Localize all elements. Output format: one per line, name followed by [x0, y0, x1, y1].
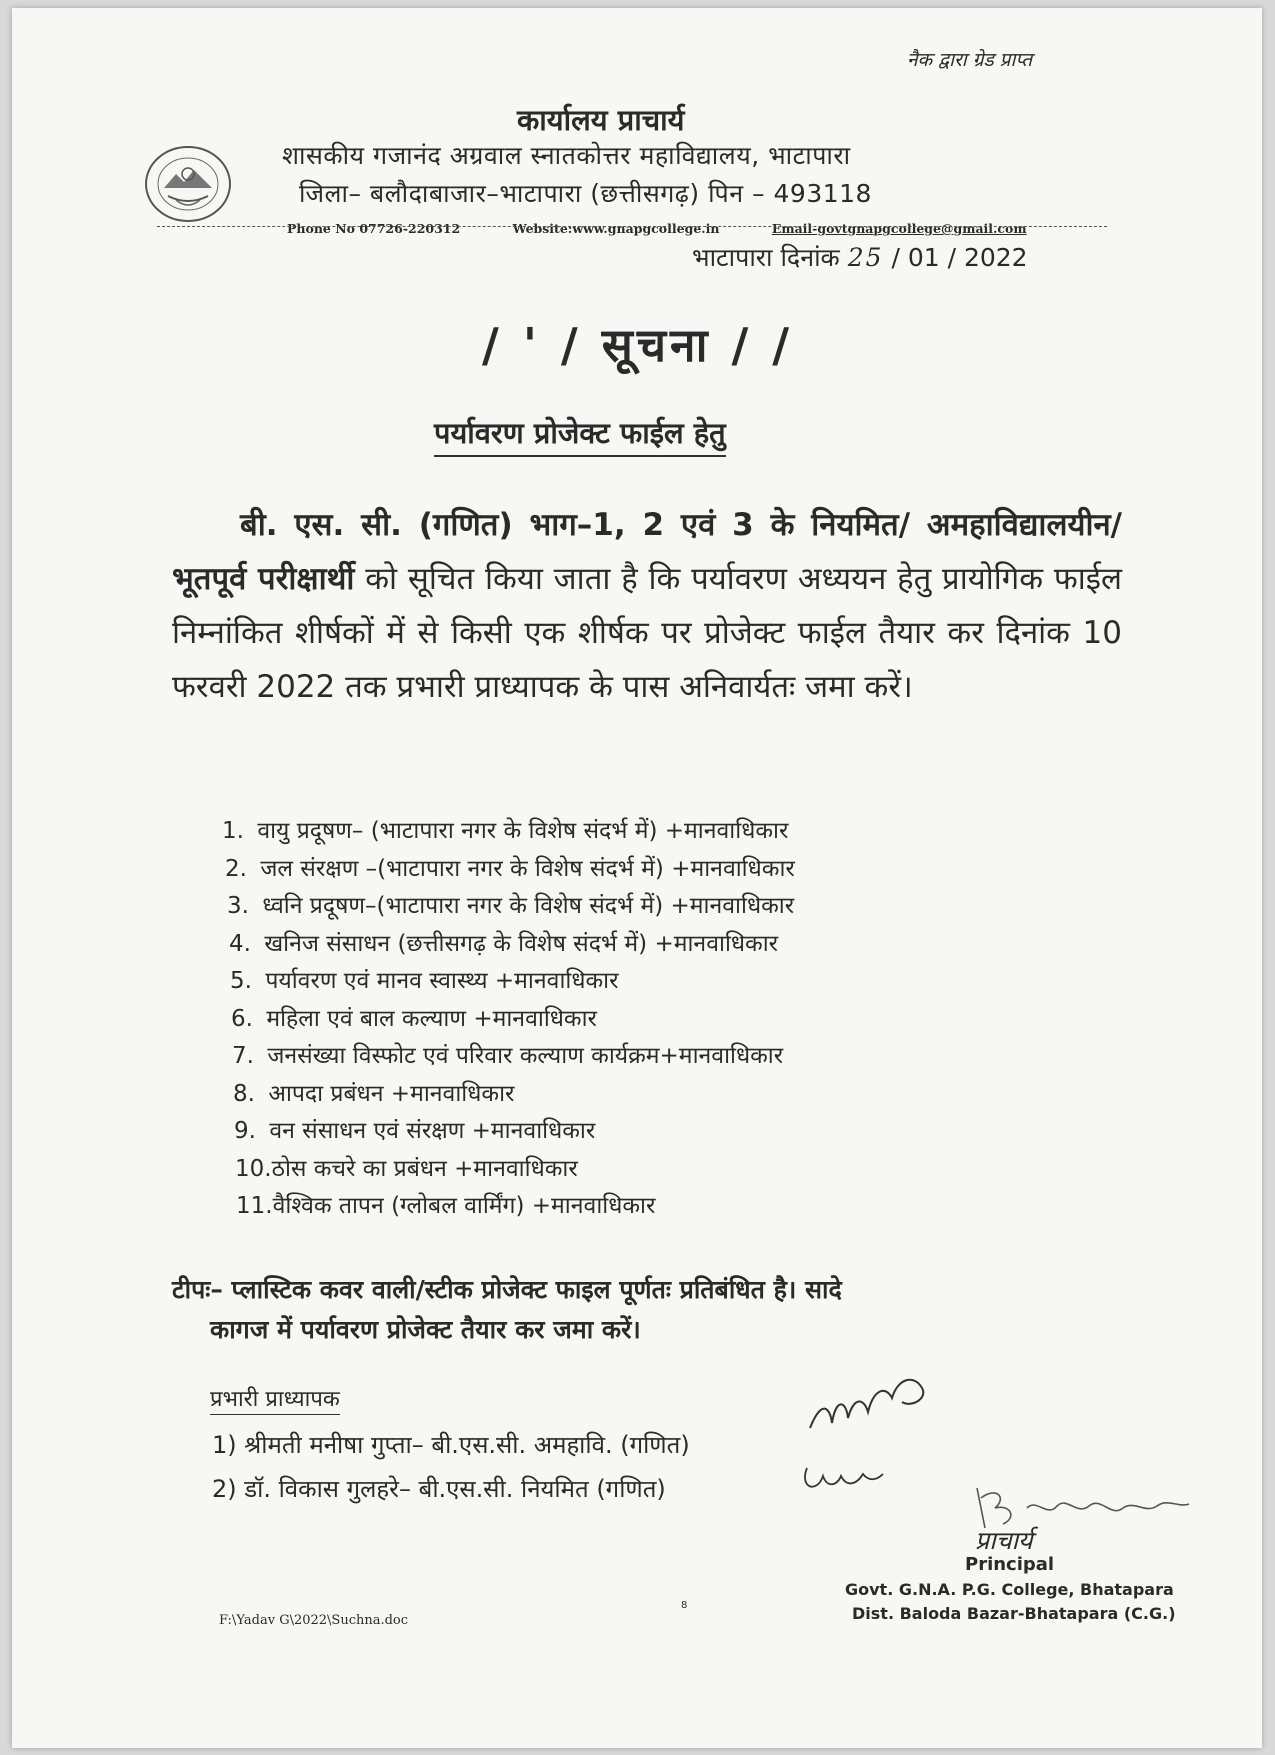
body-lead: बी. एस. सी. (गणित) भाग–1, 2 एवं 3 के नियमित/ अमहाविद्यालयीन/भूतपूर्व परीक्षार्थी	[172, 507, 1122, 597]
topic-list	[222, 813, 795, 1226]
office-title: कार्यालय प्राचार्य	[517, 103, 685, 137]
date-rest: / 01 / 2022	[891, 243, 1028, 272]
tip-note	[172, 1270, 1152, 1350]
body-text: को सूचित किया जाता है कि पर्यावरण अध्ययन हेतु प्रायोगिक फाईल निम्नांकित शीर्षकों में से किसी एक शीर्षक पर प्रोजेक्ट फाईल तैयार कर दिनांक 10 फरवरी 2022 तक प्रभारी प्राध्यापक के पास अनिवार्यतः जमा करें।	[172, 561, 1122, 705]
list-item: 6. महिला एवं बाल कल्याण +मानवाधिकार	[231, 1005, 597, 1032]
page-number: 8	[681, 1600, 688, 1611]
header-divider	[157, 226, 1107, 227]
college-name: शासकीय गजानंद अग्रवाल स्नातकोत्तर महाविद्यालय, भाटापारा	[282, 141, 851, 170]
list-item: 2) डॉ. विकास गुलहरे– बी.एस.सी. नियमित (गणित)	[212, 1475, 666, 1503]
district-english: Dist. Baloda Bazar-Bhatapara (C.G.)	[852, 1604, 1176, 1623]
district-line: जिला– बलौदाबाजार–भाटापारा (छत्तीसगढ़) पिन – 493118	[299, 179, 872, 208]
list-item: 10.ठोस कचरे का प्रबंधन +मानवाधिकार	[235, 1155, 578, 1182]
principal-title-hindi: प्राचार्य	[975, 1526, 1033, 1555]
list-item: 1. वायु प्रदूषण– (भाटापारा नगर के विशेष संदर्भ में) +मानवाधिकार	[222, 818, 789, 844]
list-item: 1) श्रीमती मनीषा गुप्ता– बी.एस.सी. अमहावि. (गणित)	[212, 1431, 690, 1459]
list-item: 4. खनिज संसाधन (छत्तीसगढ़ के विशेष संदर्भ में) +मानवाधिकार	[229, 930, 779, 957]
email: Email-govtgnapgcollege@gmail.com	[771, 221, 1027, 236]
list-item: 11.वैश्विक तापन (ग्लोबल वार्मिंग) +मानवाधिकार	[236, 1193, 656, 1219]
file-path: F:\Yadav G\2022\Suchna.doc	[219, 1613, 409, 1628]
list-item: 5. पर्यावरण एवं मानव स्वास्थ्य +मानवाधिकार	[230, 968, 619, 994]
signature-mark	[802, 1368, 942, 1448]
website: Website:www.gnapgcollege.in	[512, 221, 720, 236]
college-name-english: Govt. G.N.A. P.G. College, Bhatapara	[845, 1580, 1174, 1599]
contact-line	[287, 221, 1075, 236]
list-item: 7. जनसंख्या विस्फोट एवं परिवार कल्याण कार्यक्रम+मानवाधिकार	[232, 1043, 784, 1069]
notice-title: / ' / सूचना / /	[482, 318, 794, 372]
signature-mark	[797, 1448, 887, 1498]
date-day: 25	[847, 243, 884, 272]
notice-page	[12, 8, 1262, 1748]
notice-body	[172, 498, 1122, 714]
list-item: 8. आपदा प्रबंधन +मानवाधिकार	[233, 1080, 515, 1107]
incharge-heading: प्रभारी प्राध्यापक	[210, 1383, 340, 1415]
principal-title: Principal	[965, 1554, 1055, 1575]
list-item: 2. जल संरक्षण –(भाटापारा नगर के विशेष संदर्भ में) +मानवाधिकार	[225, 855, 795, 882]
list-item: 9. वन संसाधन एवं संरक्षण +मानवाधिकार	[234, 1118, 596, 1144]
grade-note: नैक द्वारा ग्रेड प्राप्त	[907, 49, 1033, 71]
date-prefix: भाटापारा दिनांक	[692, 243, 840, 272]
tip-line-2: कागज में पर्यावरण प्रोजेक्ट तैयार कर जमा करें।	[210, 1315, 641, 1344]
phone-number: Phone No 07726-220312	[287, 221, 461, 236]
date-line	[692, 240, 1028, 274]
list-item: 3. ध्वनि प्रदूषण–(भाटापारा नगर के विशेष संदर्भ में) +मानवाधिकार	[227, 893, 795, 919]
incharge-list	[212, 1423, 690, 1511]
tip-line-1: टीपः– प्लास्टिक कवर वाली/स्टीक प्रोजेक्ट फाइल पूर्णतः प्रतिबंधित है। सादे	[172, 1275, 842, 1304]
college-emblem-icon	[142, 144, 234, 224]
notice-subject: पर्यावरण प्रोजेक्ट फाईल हेतु	[434, 413, 726, 457]
